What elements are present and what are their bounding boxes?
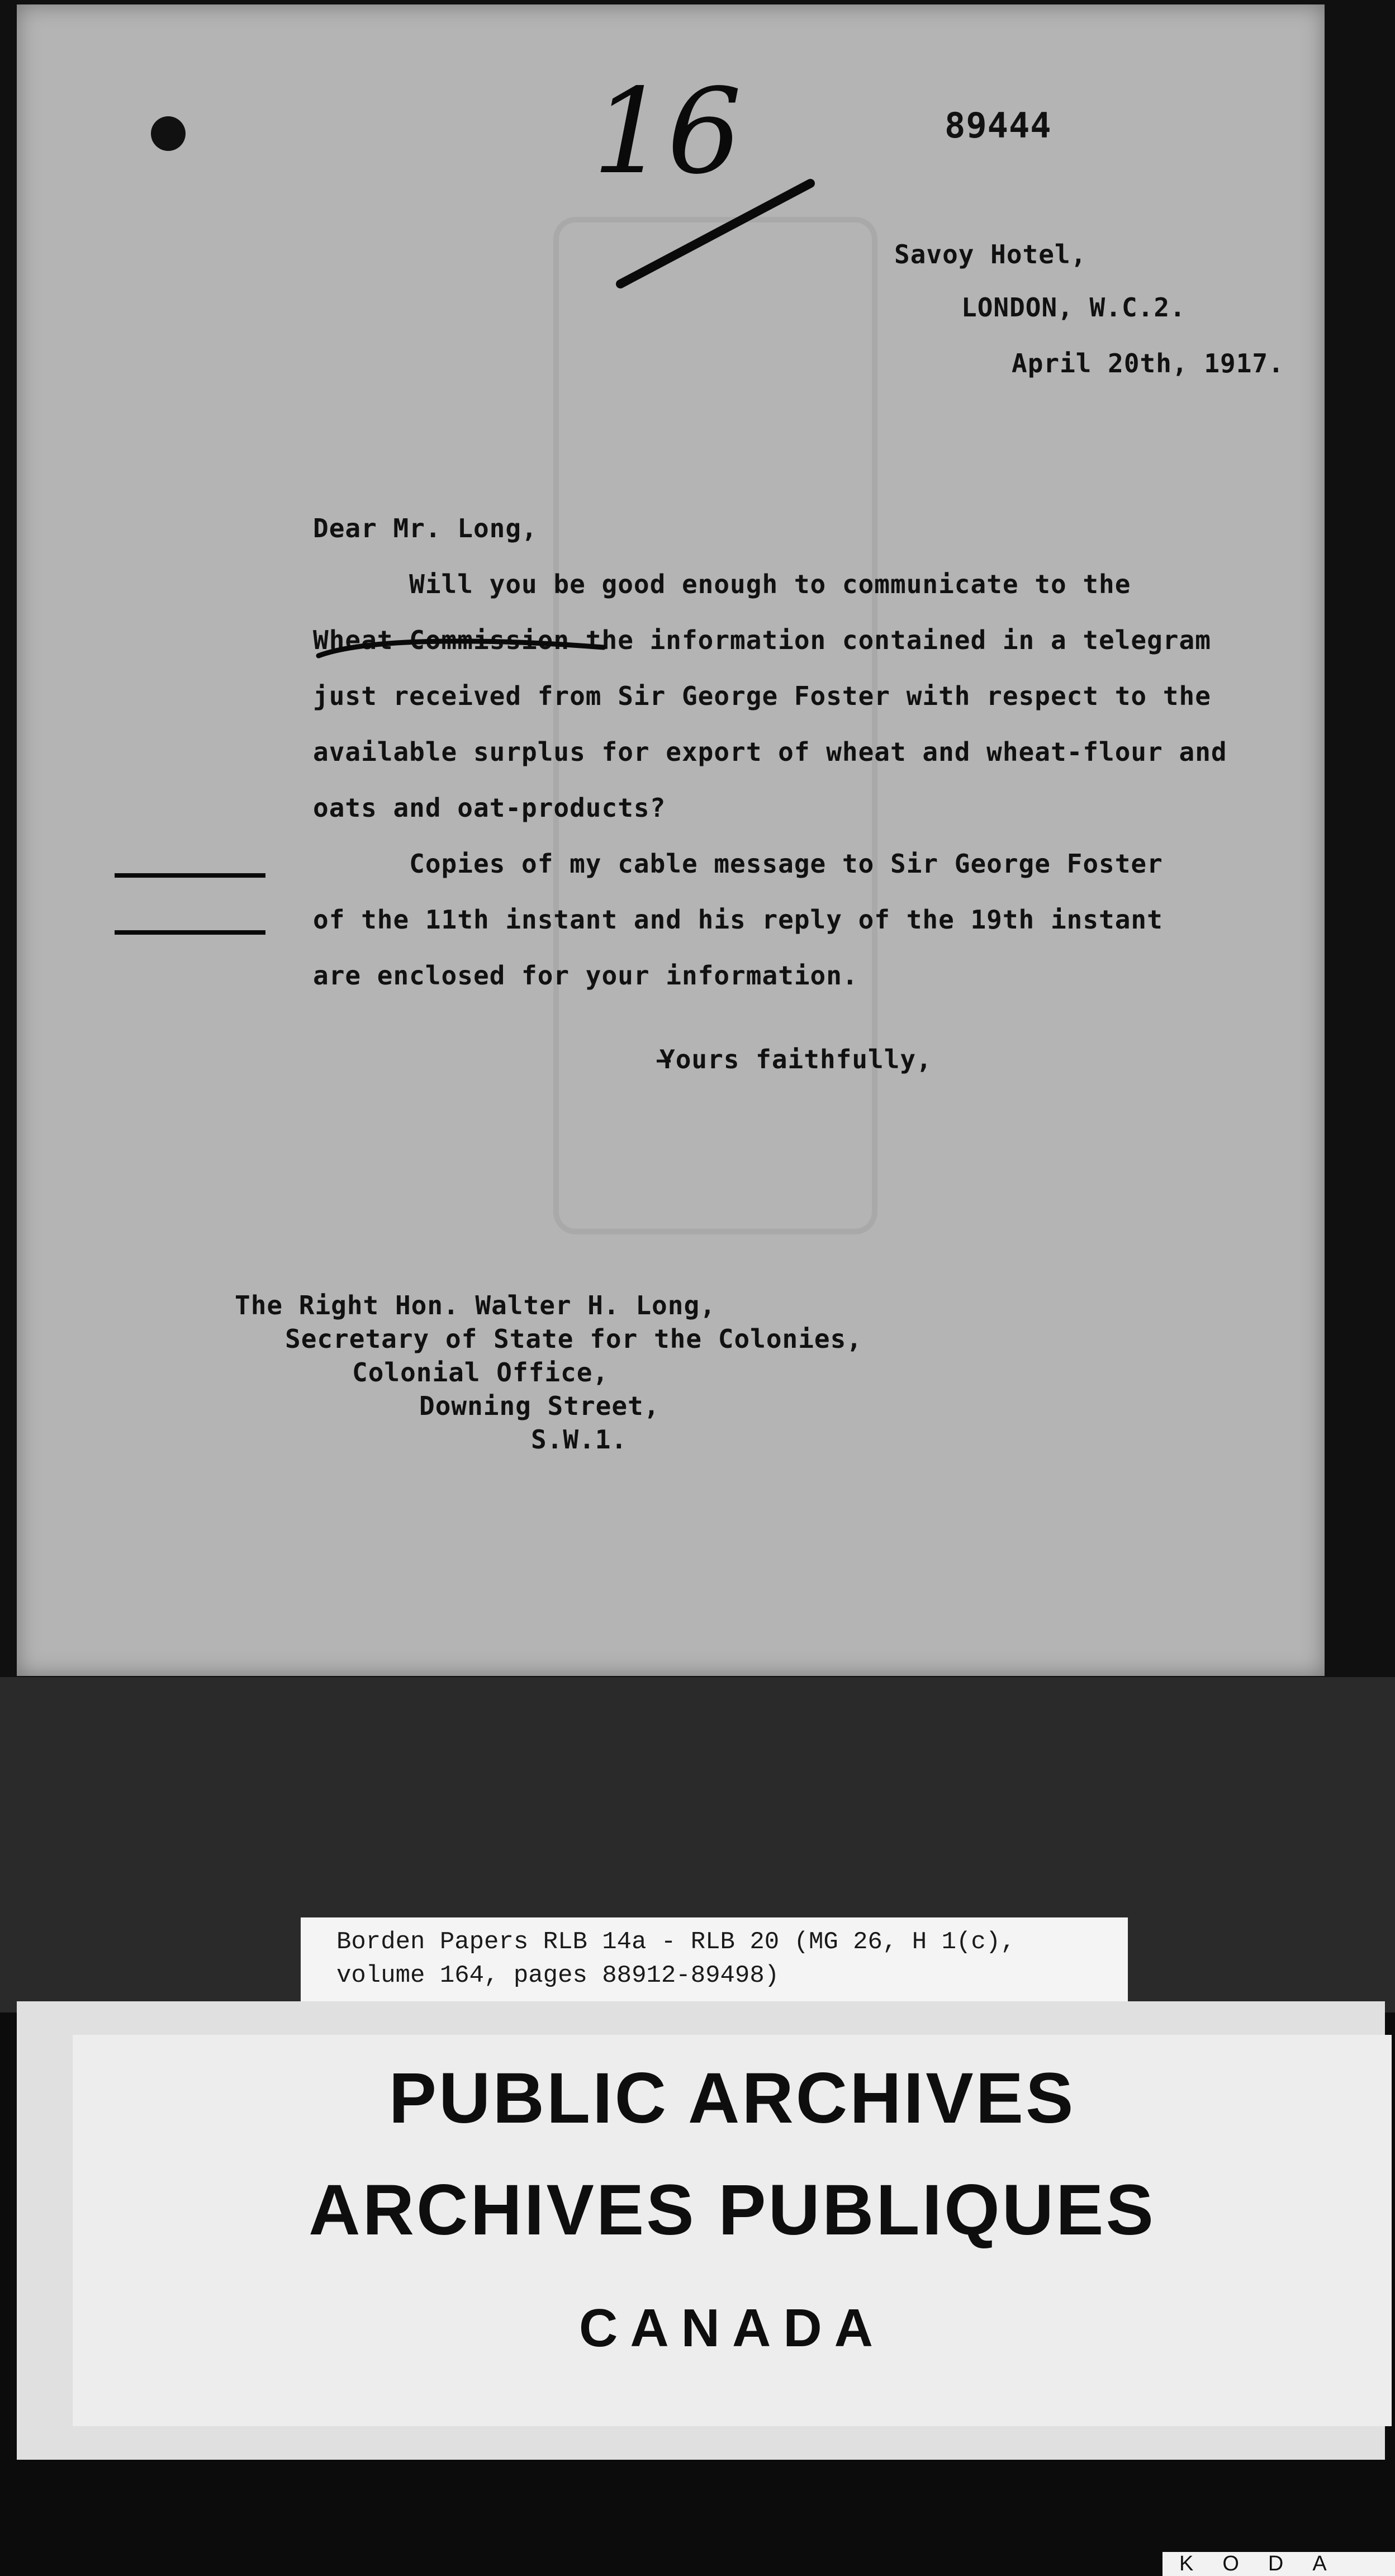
recipient-line: S.W.1. — [531, 1424, 628, 1455]
salutation: Dear Mr. Long, — [313, 513, 538, 543]
archive-label-card — [17, 2001, 1385, 2460]
body-line: are enclosed for your information. — [313, 960, 858, 991]
archive-label-french: ARCHIVES PUBLIQUES — [309, 2170, 1156, 2250]
address-line: LONDON, W.C.2. — [961, 292, 1186, 323]
body-line: Will you be good enough to communicate to the — [313, 569, 1131, 599]
recipient-line: Secretary of State for the Colonies, — [285, 1324, 862, 1354]
body-line: just received from Sir George Foster with respect to the — [313, 681, 1211, 711]
body-line: of the 11th instant and his reply of the 19th instant — [313, 905, 1163, 935]
faded-stamp-mark — [553, 217, 877, 1234]
archive-label-english: PUBLIC ARCHIVES — [388, 2058, 1076, 2138]
body-line: Copies of my cable message to Sir George Foster — [313, 849, 1163, 879]
handwritten-number: 16 — [592, 72, 742, 200]
recipient-line: Colonial Office, — [352, 1357, 609, 1388]
file-number: 89444 — [945, 105, 1052, 146]
archive-label-panel — [73, 2035, 1392, 2426]
handwritten-annotation — [576, 72, 855, 306]
archive-caption — [301, 1917, 1128, 2004]
film-edge-marking: KODA — [1162, 2552, 1395, 2576]
recipient-line: Downing Street, — [419, 1391, 660, 1421]
caption-line: volume 164, pages 88912-89498) — [336, 1962, 780, 1990]
punch-hole — [151, 116, 186, 151]
caption-line: Borden Papers RLB 14a - RLB 20 (MG 26, H 1(c), — [336, 1928, 1016, 1956]
letter-page — [17, 4, 1325, 1676]
recipient-line: The Right Hon. Walter H. Long, — [235, 1290, 716, 1320]
archive-label-country: CANADA — [579, 2298, 885, 2358]
closing: Yours faithfully, — [659, 1044, 932, 1074]
letter-date: April 20th, 1917. — [1012, 348, 1284, 378]
body-line: Wheat Commission the information contained in a telegram — [313, 625, 1211, 655]
body-line: available surplus for export of wheat and wheat-flour and — [313, 737, 1227, 767]
address-line: Savoy Hotel, — [894, 239, 1087, 269]
body-line: oats and oat-products? — [313, 793, 666, 823]
